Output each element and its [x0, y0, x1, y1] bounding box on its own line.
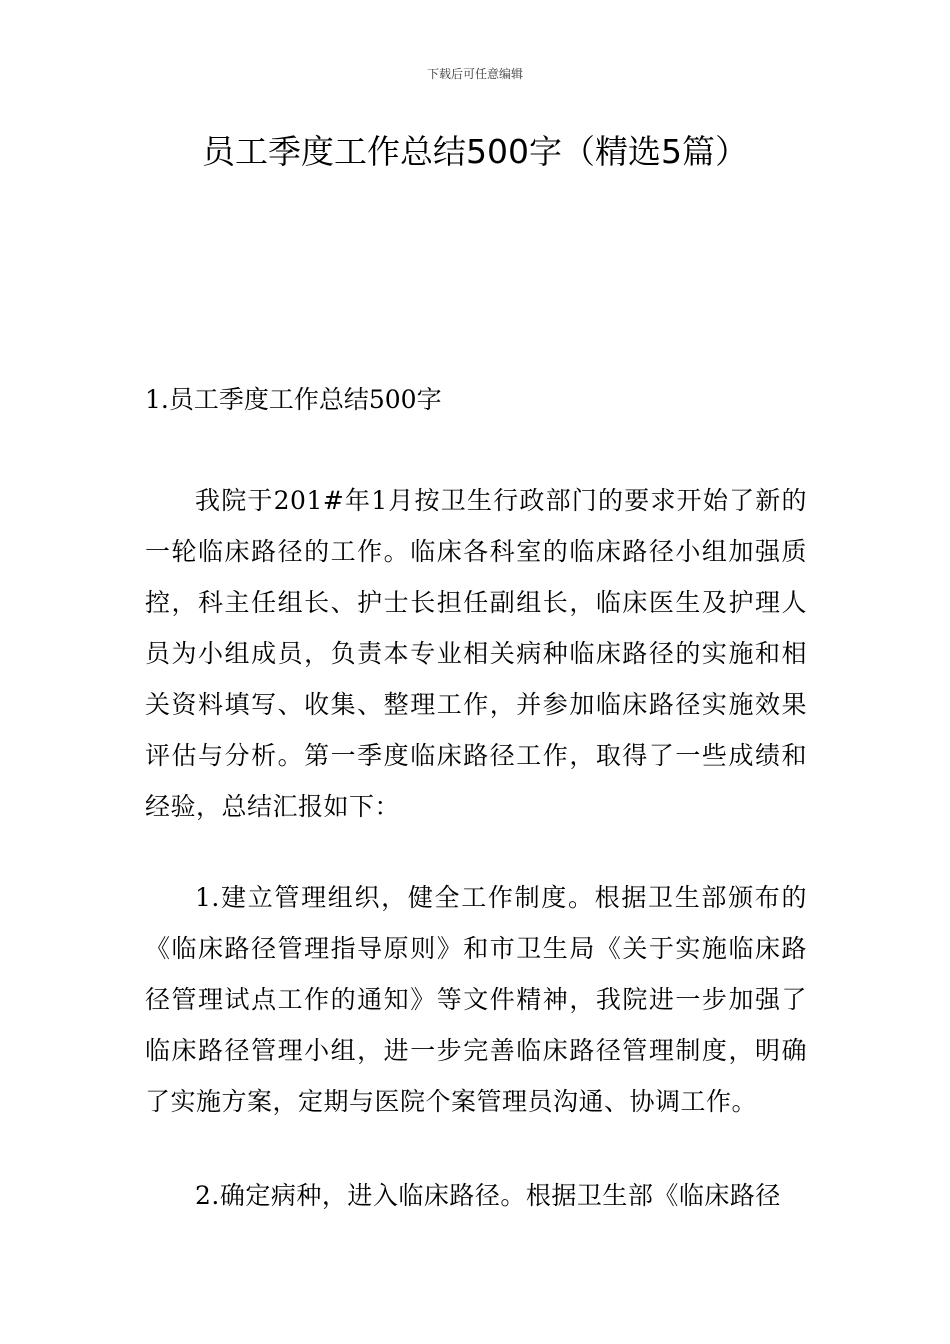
body-paragraph-intro: 我院于201#年1月按卫生行政部门的要求开始了新的一轮临床路径的工作。临床各科室的临床路径小组加强质控，科主任组长、护士长担任副组长，临床医生及护理人员为小组成员，负责本专业相关病种临床路径的实施和相关资料填写、收集、整理工作，并参加临床路径实施效果评估与分析。第一季度临床路径工作，取得了一些成绩和经验，总结汇报如下： [145, 486, 807, 821]
section-heading: 1.员工季度工作总结500字 [145, 385, 442, 414]
body-paragraph-disease-selection: 2.确定病种，进入临床路径。根据卫生部《临床路径 [195, 1181, 781, 1210]
body-paragraph-management: 1.建立管理组织，健全工作制度。根据卫生部颁布的《临床路径管理指导原则》和市卫生局《关于实施临床路径管理试点工作的通知》等文件精神，我院进一步加强了临床路径管理小组，进一步完善临床路径管理制度，明确了实施方案，定期与医院个案管理员沟通、协调工作。 [145, 883, 807, 1116]
header-note: 下载后可任意编辑 [426, 67, 523, 81]
document-title: 员工季度工作总结500字（精选5篇） [202, 132, 748, 171]
